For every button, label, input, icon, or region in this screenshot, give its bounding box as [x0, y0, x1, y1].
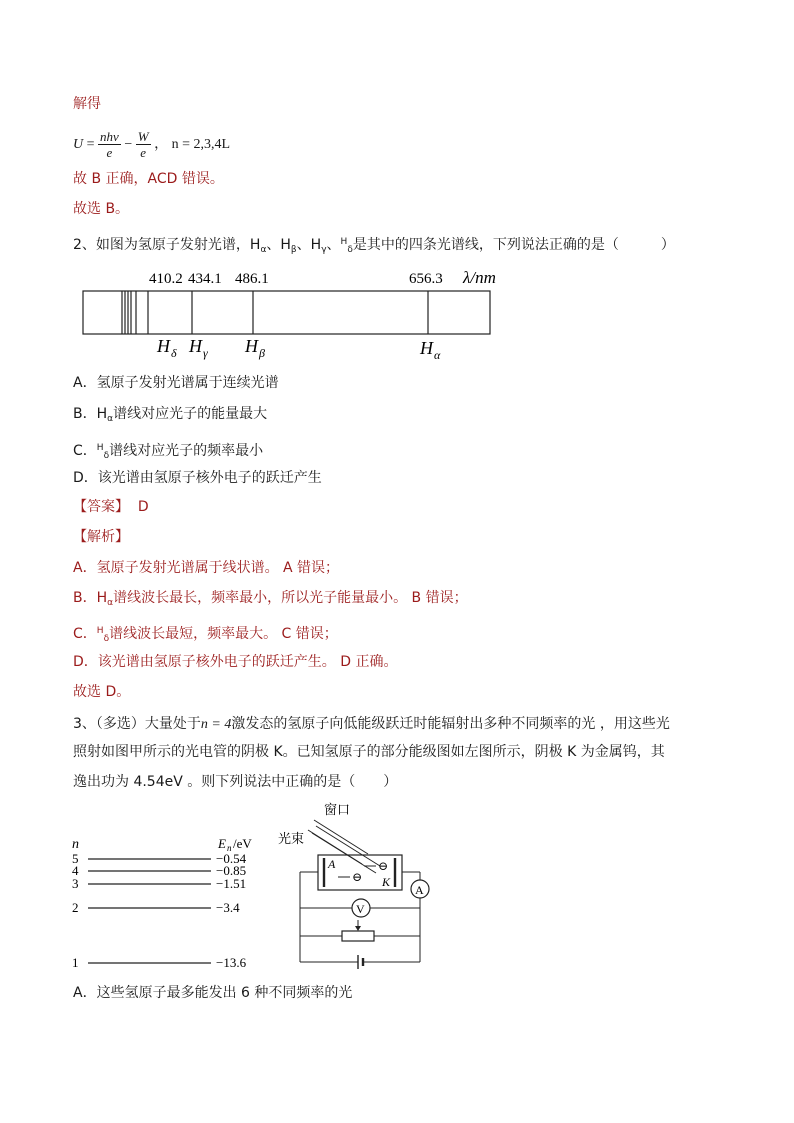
h-beta: $H_\beta$ [280, 237, 297, 255]
q2-explain-d: D．该光谱由氢原子核外电子的跃迁产生。 D 正确。 [73, 654, 398, 670]
q2-option-d: D．该光谱由氢原子核外电子的跃迁产生 [73, 470, 322, 486]
h-alpha-symbol-2: $H_\alpha$ [96, 590, 114, 608]
analysis-label: 【解析】 [73, 529, 129, 545]
formula [73, 128, 230, 162]
h-alpha-symbol: $H_\alpha$ [96, 406, 114, 424]
h-alpha: $H_\alpha$ [249, 237, 267, 255]
svg-text:−3.4: −3.4 [216, 900, 240, 915]
formula-u: U [73, 137, 84, 152]
q3-stem-line2: 照射如图甲所示的光电管的阴极 K。已知氢原子的部分能级图如左图所示，阴极 K 为金属钨，其 [73, 744, 665, 760]
beam-ray-1 [316, 826, 380, 866]
answer-label: 【答案】 [73, 499, 129, 515]
ammeter-label: A [415, 883, 424, 897]
svg-text:−0.54: −0.54 [216, 851, 247, 866]
slider-head [355, 926, 361, 931]
q2-option-c: C．$^H_\delta$谱线对应光子的频率最小 [73, 443, 264, 461]
solution-label: 解得 [73, 96, 101, 112]
q3-stem-line3: 逸出功为 4.54eV 。则下列说法中正确的是（ ） [73, 774, 398, 790]
formula-n-range: n = 2,3,4L [171, 137, 231, 152]
svg-text:−0.85: −0.85 [216, 863, 247, 878]
q2-answer [73, 497, 149, 517]
q2-stem-post: 是其中的四条光谱线，下列说法正确的是（ ） [352, 237, 675, 253]
photoelectric-circuit [272, 800, 442, 972]
label-h-beta [244, 336, 265, 360]
svg-text:H: H [245, 336, 258, 356]
choice-b: 故选 B。 [73, 201, 130, 217]
rheostat [342, 931, 374, 941]
svg-text:E: E [218, 836, 226, 851]
h-delta: $^H_\delta$ [340, 237, 353, 255]
svg-text:2: 2 [72, 900, 79, 915]
svg-text:γ: γ [203, 346, 208, 360]
spectrum-figure [75, 262, 515, 367]
frac1-num: nhν [100, 129, 119, 145]
svg-text:β: β [259, 346, 265, 360]
voltmeter-label: V [356, 902, 365, 916]
energy-level-diagram [66, 830, 266, 975]
label-h-delta [156, 336, 177, 360]
q2-explain-b: B．$H_\alpha$谱线波长最长，频率最小，所以光子能量最小。 B 错误； [73, 590, 468, 608]
svg-text:α: α [434, 348, 441, 362]
label-h-gamma [188, 336, 208, 360]
frac2-den: e [140, 145, 147, 161]
electron-1: ⊖ [378, 859, 389, 873]
unit-label: λ/nm [463, 268, 496, 287]
svg-text:1: 1 [72, 955, 79, 970]
q2-stem-pre: 2、如图为氢原子发射光谱， [73, 237, 250, 253]
tick-434: 434.1 [188, 271, 222, 287]
h-delta-symbol-2: $^H_\delta$ [96, 626, 110, 644]
formula-frac-2 [136, 129, 151, 160]
q2-option-b: B．$H_\alpha$谱线对应光子的能量最大 [73, 406, 268, 424]
svg-text:4: 4 [72, 863, 79, 878]
svg-text:−1.51: −1.51 [216, 876, 247, 891]
q2-explain-a: A．氢原子发射光谱属于线状谱。 A 错误； [73, 560, 340, 576]
formula-frac-1 [98, 129, 121, 160]
window-label: 窗口 [324, 802, 351, 817]
q3-option-a: A．这些氢原子最多能发出 6 种不同频率的光 [73, 985, 353, 1001]
formula-eq: = [86, 137, 95, 152]
level-3 [72, 876, 246, 891]
n-header: n [72, 837, 79, 852]
svg-text:δ: δ [171, 346, 177, 360]
svg-text:H: H [420, 338, 433, 358]
q2-option-a: A．氢原子发射光谱属于连续光谱 [73, 375, 279, 391]
beam-tube-1 [314, 820, 368, 854]
frac2-num: W [137, 129, 149, 145]
formula-comma: ， [154, 137, 169, 152]
electron-2: ⊖ [352, 870, 363, 884]
frac1-den: e [106, 145, 113, 161]
svg-text:n: n [227, 843, 232, 853]
level-2 [72, 900, 240, 915]
svg-text:3: 3 [72, 876, 79, 891]
tick-656: 656.3 [409, 271, 443, 287]
label-h-alpha [419, 338, 441, 362]
q2-explain-c: C．$^H_\delta$谱线波长最短，频率最大。 C 错误； [73, 626, 338, 644]
cathode-label: K [382, 875, 391, 889]
formula-minus: − [124, 137, 133, 152]
q2-choice: 故选 D。 [73, 684, 131, 700]
svg-text:−13.6: −13.6 [216, 955, 247, 970]
n-equals-4: n = 4 [200, 717, 232, 732]
svg-text:/eV: /eV [233, 836, 252, 851]
answer-value: D [137, 499, 149, 515]
spectrum-frame [83, 291, 490, 334]
svg-text:5: 5 [72, 851, 79, 866]
conclusion-b: 故 B 正确，ACD 错误。 [73, 171, 224, 187]
anode-label: A [328, 857, 336, 871]
tick-410: 410.2 [149, 271, 183, 287]
q3-stem-line1: 3、（多选）大量处于n = 4激发态的氢原子向低能级跃迁时能辐射出多种不同频率的光 ，用这些光 [73, 716, 670, 732]
svg-text:H: H [157, 336, 170, 356]
level-1 [72, 955, 247, 970]
beam-label: 光束 [278, 831, 305, 846]
tick-486: 486.1 [235, 271, 269, 287]
svg-text:H: H [189, 336, 202, 356]
q2-stem: 2、如图为氢原子发射光谱，$H_\alpha$、$H_\beta$、$H_\gamma$、$^H_\delta$是其中的四条光谱线，下列说法正确的是（ ） [73, 237, 675, 255]
h-delta-symbol: $^H_\delta$ [96, 443, 110, 461]
h-gamma: $H_\gamma$ [310, 237, 327, 255]
